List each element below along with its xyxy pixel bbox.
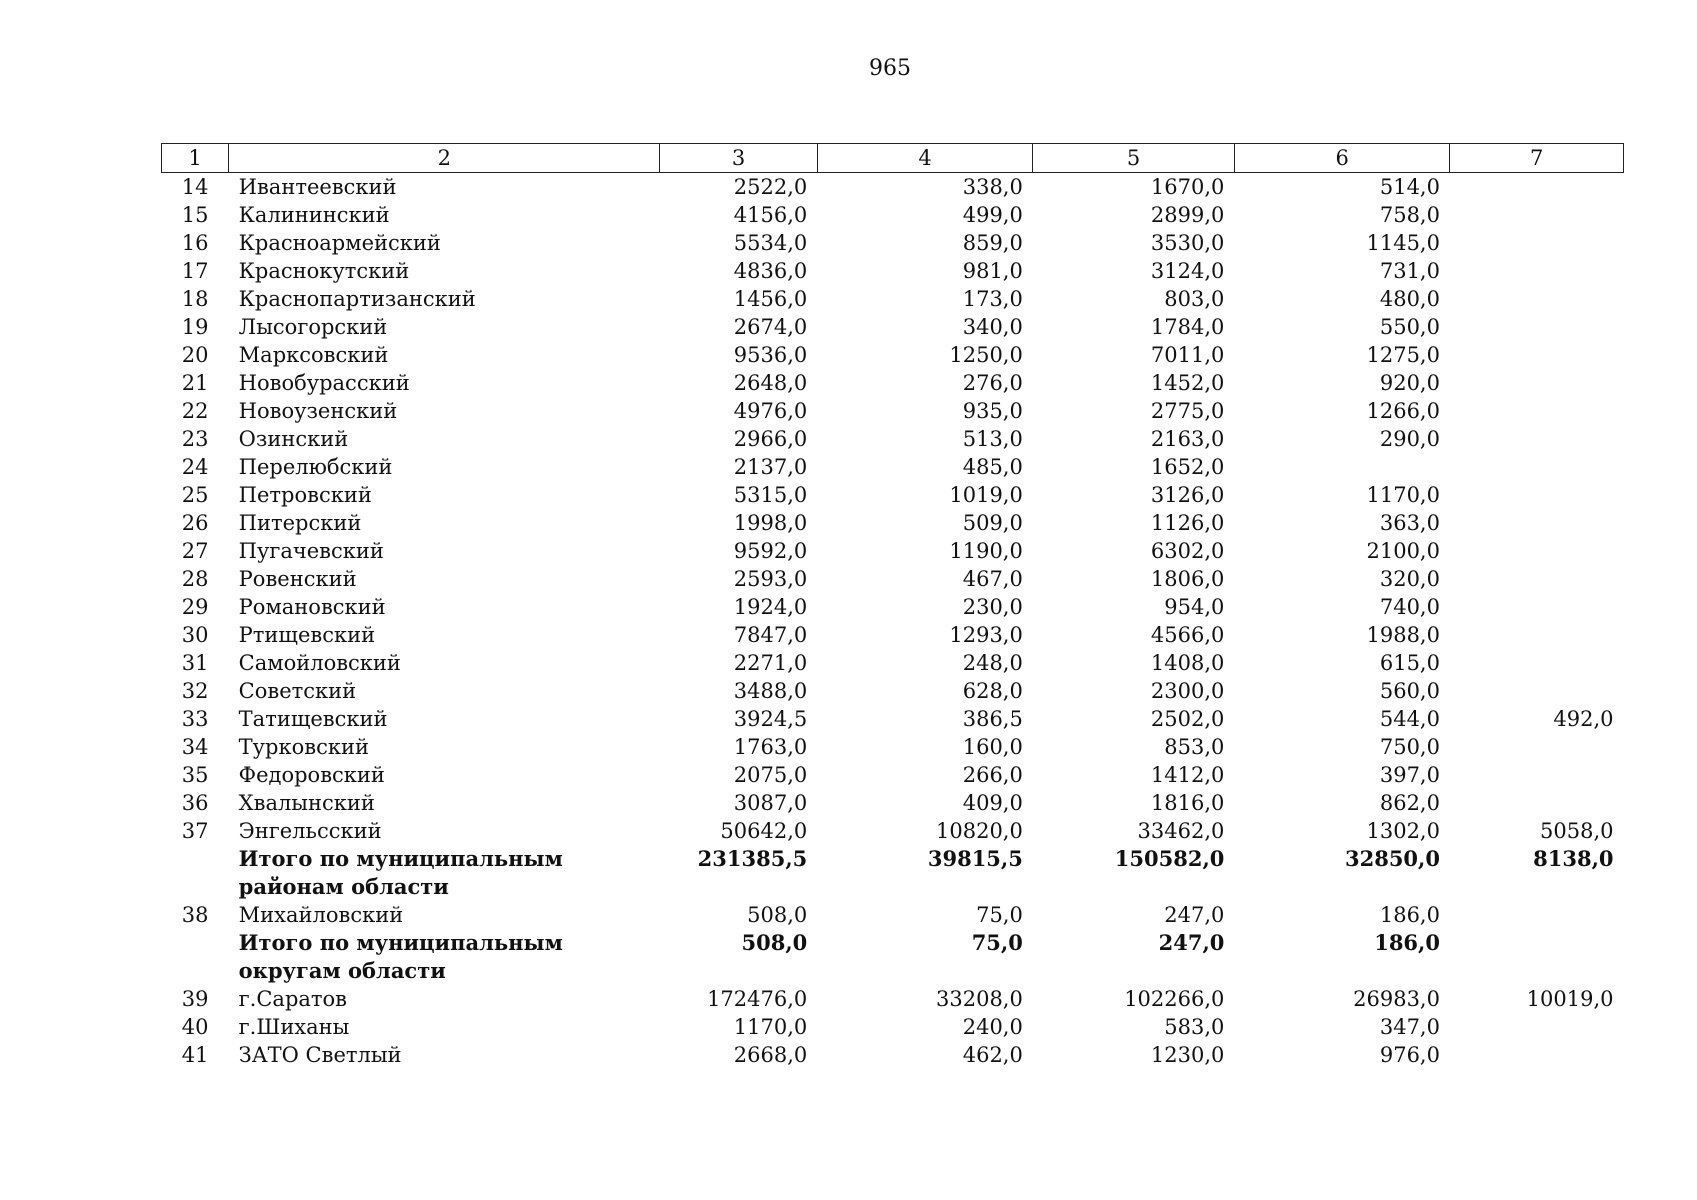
value-col-7 (1450, 761, 1624, 789)
value-col-3: 3488,0 (733, 679, 808, 703)
row-number: 25 (181, 483, 209, 507)
table-row (162, 789, 1624, 817)
district-name: Татищевский (238, 707, 388, 731)
row-number: 22 (181, 399, 209, 423)
table-row (162, 257, 1624, 285)
value-col-4: 1250,0 (949, 343, 1023, 367)
value-col-6: 1988,0 (1366, 623, 1440, 647)
value-col-4: 340,0 (962, 315, 1023, 339)
value-col-6: 731,0 (1379, 259, 1440, 283)
header-col-2: 2 (229, 144, 660, 173)
value-col-5: 247,0 (1164, 903, 1225, 927)
district-name: Новоузенский (238, 399, 398, 423)
value-col-7 (1450, 1041, 1624, 1069)
value-col-7 (1450, 677, 1624, 705)
district-name: Советский (238, 679, 357, 703)
value-col-5: 2502,0 (1150, 707, 1225, 731)
value-col-6 (1234, 453, 1450, 481)
value-col-4: 485,0 (962, 455, 1023, 479)
value-col-5: 1126,0 (1150, 511, 1225, 535)
value-col-6: 544,0 (1379, 707, 1440, 731)
value-col-5: 1230,0 (1150, 1043, 1225, 1067)
district-name: Итого по муниципальным округам области (238, 930, 563, 983)
value-col-4: 467,0 (962, 567, 1023, 591)
value-col-7: 492,0 (1553, 707, 1614, 731)
value-col-5: 954,0 (1164, 595, 1225, 619)
row-number: 32 (181, 679, 209, 703)
value-col-3: 1924,0 (733, 595, 808, 619)
value-col-5: 247,0 (1158, 930, 1225, 955)
value-col-3: 231385,5 (697, 846, 808, 871)
district-name: Хвалынский (238, 791, 375, 815)
value-col-7 (1450, 901, 1624, 929)
value-col-6: 1170,0 (1366, 483, 1440, 507)
value-col-3: 7847,0 (733, 623, 808, 647)
value-col-4: 628,0 (962, 679, 1023, 703)
row-number: 24 (181, 455, 209, 479)
value-col-3: 4156,0 (733, 203, 808, 227)
value-col-6: 397,0 (1379, 763, 1440, 787)
table-row (162, 369, 1624, 397)
value-col-7 (1450, 201, 1624, 229)
value-col-5: 2300,0 (1150, 679, 1225, 703)
value-col-6: 920,0 (1379, 371, 1440, 395)
table-row (162, 397, 1624, 425)
district-name: Новобурасский (238, 371, 410, 395)
value-col-5: 2775,0 (1150, 399, 1225, 423)
value-col-6: 1266,0 (1366, 399, 1440, 423)
district-name: Пугачевский (238, 539, 384, 563)
value-col-4: 509,0 (962, 511, 1023, 535)
value-col-3: 9592,0 (733, 539, 808, 563)
district-name: Перелюбский (238, 455, 393, 479)
row-number: 34 (181, 735, 209, 759)
value-col-6: 290,0 (1379, 427, 1440, 451)
district-name: Ровенский (238, 567, 357, 591)
value-col-3: 2593,0 (733, 567, 808, 591)
value-col-4: 1019,0 (949, 483, 1023, 507)
value-col-5: 2899,0 (1150, 203, 1225, 227)
value-col-7 (1450, 537, 1624, 565)
row-number: 18 (181, 287, 209, 311)
value-col-6: 740,0 (1379, 595, 1440, 619)
table-row (162, 705, 1624, 733)
table-row (162, 649, 1624, 677)
header-col-5: 5 (1033, 144, 1235, 173)
value-col-7: 10019,0 (1526, 987, 1614, 1011)
value-col-5: 1452,0 (1150, 371, 1225, 395)
district-name: Питерский (238, 511, 362, 535)
table-row (162, 425, 1624, 453)
value-col-5: 803,0 (1164, 287, 1225, 311)
value-col-5: 3126,0 (1150, 483, 1225, 507)
row-number: 27 (181, 539, 209, 563)
value-col-4: 935,0 (962, 399, 1023, 423)
value-col-7 (1450, 397, 1624, 425)
value-col-3: 1763,0 (733, 735, 808, 759)
row-number: 41 (181, 1043, 209, 1067)
row-number (162, 929, 229, 985)
row-number: 38 (181, 903, 209, 927)
budget-table (161, 143, 1624, 1069)
value-col-4: 981,0 (962, 259, 1023, 283)
value-col-5: 1806,0 (1150, 567, 1225, 591)
value-col-6: 750,0 (1379, 735, 1440, 759)
district-name: Петровский (238, 483, 372, 507)
value-col-5: 7011,0 (1150, 343, 1225, 367)
value-col-7 (1450, 341, 1624, 369)
value-col-7 (1450, 481, 1624, 509)
row-number: 28 (181, 567, 209, 591)
district-name: Энгельсский (238, 819, 382, 843)
value-col-3: 2966,0 (733, 427, 808, 451)
table-row (162, 229, 1624, 257)
row-number: 19 (181, 315, 209, 339)
value-col-5: 1670,0 (1150, 175, 1225, 199)
total-row (162, 845, 1624, 901)
district-name: Краснокутский (238, 259, 410, 283)
header-col-7: 7 (1450, 144, 1624, 173)
value-col-7 (1450, 229, 1624, 257)
table-row (162, 285, 1624, 313)
row-number: 37 (181, 819, 209, 843)
value-col-4: 240,0 (962, 1015, 1023, 1039)
value-col-6: 1275,0 (1366, 343, 1440, 367)
value-col-6: 1302,0 (1366, 819, 1440, 843)
district-name: Лысогорский (238, 315, 388, 339)
value-col-3: 1170,0 (733, 1015, 808, 1039)
value-col-7 (1450, 453, 1624, 481)
value-col-3: 2522,0 (733, 175, 808, 199)
district-name: Ртищевский (238, 623, 376, 647)
value-col-6: 560,0 (1379, 679, 1440, 703)
value-col-7 (1450, 425, 1624, 453)
value-col-4: 39815,5 (927, 846, 1023, 871)
value-col-4: 386,5 (962, 707, 1023, 731)
value-col-5: 1816,0 (1150, 791, 1225, 815)
header-col-4: 4 (817, 144, 1033, 173)
value-col-4: 10820,0 (936, 819, 1023, 843)
value-col-7 (1450, 789, 1624, 817)
row-number: 14 (181, 175, 209, 199)
district-name: Озинский (238, 427, 349, 451)
value-col-7 (1450, 257, 1624, 285)
value-col-3: 5315,0 (733, 483, 808, 507)
value-col-3: 2674,0 (733, 315, 808, 339)
value-col-5: 1408,0 (1150, 651, 1225, 675)
value-col-7 (1450, 173, 1624, 202)
table-row (162, 481, 1624, 509)
value-col-6: 1145,0 (1366, 231, 1440, 255)
value-col-6: 550,0 (1379, 315, 1440, 339)
header-col-3: 3 (660, 144, 817, 173)
value-col-4: 160,0 (962, 735, 1023, 759)
district-name: Романовский (238, 595, 386, 619)
row-number: 35 (181, 763, 209, 787)
table-row (162, 341, 1624, 369)
value-col-4: 266,0 (962, 763, 1023, 787)
value-col-4: 173,0 (962, 287, 1023, 311)
district-name: Ивантеевский (238, 175, 397, 199)
value-col-3: 4836,0 (733, 259, 808, 283)
table-row (162, 901, 1624, 929)
value-col-6: 862,0 (1379, 791, 1440, 815)
value-col-3: 2137,0 (733, 455, 808, 479)
row-number: 30 (181, 623, 209, 647)
value-col-3: 1456,0 (733, 287, 808, 311)
value-col-3: 2648,0 (733, 371, 808, 395)
table-row (162, 509, 1624, 537)
value-col-4: 513,0 (962, 427, 1023, 451)
district-name: ЗАТО Светлый (238, 1043, 402, 1067)
value-col-4: 75,0 (976, 903, 1023, 927)
budget-table-container (161, 143, 1624, 1069)
header-col-6: 6 (1234, 144, 1450, 173)
value-col-7 (1450, 593, 1624, 621)
table-row (162, 201, 1624, 229)
value-col-6: 2100,0 (1366, 539, 1440, 563)
value-col-3: 2271,0 (733, 651, 808, 675)
value-col-6: 186,0 (1379, 903, 1440, 927)
table-row (162, 817, 1624, 845)
value-col-3: 508,0 (741, 930, 808, 955)
value-col-6: 480,0 (1379, 287, 1440, 311)
row-number: 33 (181, 707, 209, 731)
value-col-3: 3924,5 (733, 707, 808, 731)
value-col-6: 976,0 (1379, 1043, 1440, 1067)
value-col-4: 1293,0 (949, 623, 1023, 647)
value-col-7: 5058,0 (1540, 819, 1614, 843)
value-col-7 (1450, 649, 1624, 677)
value-col-6: 32850,0 (1344, 846, 1440, 871)
value-col-5: 150582,0 (1114, 846, 1225, 871)
value-col-4: 230,0 (962, 595, 1023, 619)
row-number: 20 (181, 343, 209, 367)
table-row (162, 565, 1624, 593)
district-name: Калининский (238, 203, 390, 227)
value-col-3: 508,0 (747, 903, 808, 927)
value-col-3: 9536,0 (733, 343, 808, 367)
page-number: 965 (869, 56, 911, 81)
value-col-5: 4566,0 (1150, 623, 1225, 647)
table-body (162, 173, 1624, 1070)
total-row (162, 929, 1624, 985)
value-col-3: 2075,0 (733, 763, 808, 787)
row-number: 39 (181, 987, 209, 1011)
value-col-5: 3530,0 (1150, 231, 1225, 255)
value-col-7 (1450, 1013, 1624, 1041)
value-col-5: 1652,0 (1150, 455, 1225, 479)
row-number: 16 (181, 231, 209, 255)
value-col-5: 3124,0 (1150, 259, 1225, 283)
value-col-6: 615,0 (1379, 651, 1440, 675)
district-name: Федоровский (238, 763, 385, 787)
value-col-3: 5534,0 (733, 231, 808, 255)
value-col-5: 1412,0 (1150, 763, 1225, 787)
value-col-3: 2668,0 (733, 1043, 808, 1067)
value-col-4: 859,0 (962, 231, 1023, 255)
value-col-4: 75,0 (971, 930, 1023, 955)
table-row (162, 313, 1624, 341)
value-col-7 (1450, 929, 1624, 985)
value-col-7 (1450, 565, 1624, 593)
value-col-6: 186,0 (1374, 930, 1440, 955)
value-col-3: 3087,0 (733, 791, 808, 815)
district-name: г.Саратов (238, 987, 347, 1011)
value-col-4: 248,0 (962, 651, 1023, 675)
table-row (162, 1013, 1624, 1041)
value-col-7 (1450, 285, 1624, 313)
table-row (162, 761, 1624, 789)
table-row (162, 173, 1624, 202)
header-col-1: 1 (162, 144, 229, 173)
value-col-4: 409,0 (962, 791, 1023, 815)
table-row (162, 733, 1624, 761)
table-row (162, 453, 1624, 481)
value-col-5: 1784,0 (1150, 315, 1225, 339)
district-name: Марксовский (238, 343, 389, 367)
district-name: г.Шиханы (238, 1015, 350, 1039)
value-col-3: 4976,0 (733, 399, 808, 423)
row-number: 15 (181, 203, 209, 227)
value-col-4: 462,0 (962, 1043, 1023, 1067)
table-row (162, 621, 1624, 649)
value-col-3: 1998,0 (733, 511, 808, 535)
header-row (162, 144, 1624, 173)
district-name: Самойловский (238, 651, 401, 675)
value-col-7 (1450, 621, 1624, 649)
value-col-6: 347,0 (1379, 1015, 1440, 1039)
table-row (162, 985, 1624, 1013)
value-col-5: 33462,0 (1137, 819, 1225, 843)
row-number: 17 (181, 259, 209, 283)
value-col-5: 853,0 (1164, 735, 1225, 759)
table-row (162, 593, 1624, 621)
district-name: Красноармейский (238, 231, 441, 255)
value-col-4: 33208,0 (936, 987, 1023, 1011)
table-row (162, 537, 1624, 565)
value-col-3: 50642,0 (720, 819, 808, 843)
value-col-6: 758,0 (1379, 203, 1440, 227)
value-col-3: 172476,0 (707, 987, 808, 1011)
district-name: Краснопартизанский (238, 287, 476, 311)
value-col-7 (1450, 509, 1624, 537)
row-number: 31 (181, 651, 209, 675)
district-name: Турковский (238, 735, 369, 759)
value-col-4: 499,0 (962, 203, 1023, 227)
value-col-4: 1190,0 (949, 539, 1023, 563)
value-col-6: 363,0 (1379, 511, 1440, 535)
value-col-5: 583,0 (1164, 1015, 1225, 1039)
table-header (162, 144, 1624, 173)
value-col-6: 320,0 (1379, 567, 1440, 591)
value-col-6: 26983,0 (1353, 987, 1440, 1011)
value-col-4: 338,0 (962, 175, 1023, 199)
value-col-5: 102266,0 (1124, 987, 1225, 1011)
row-number: 21 (181, 371, 209, 395)
value-col-7 (1450, 369, 1624, 397)
row-number (162, 845, 229, 901)
value-col-4: 276,0 (962, 371, 1023, 395)
value-col-5: 2163,0 (1150, 427, 1225, 451)
value-col-7: 8138,0 (1533, 846, 1614, 871)
row-number: 23 (181, 427, 209, 451)
value-col-7 (1450, 733, 1624, 761)
row-number: 36 (181, 791, 209, 815)
table-row (162, 1041, 1624, 1069)
row-number: 40 (181, 1015, 209, 1039)
table-row (162, 677, 1624, 705)
row-number: 26 (181, 511, 209, 535)
value-col-7 (1450, 313, 1624, 341)
value-col-6: 514,0 (1379, 175, 1440, 199)
value-col-5: 6302,0 (1150, 539, 1225, 563)
district-name: Михайловский (238, 903, 404, 927)
district-name: Итого по муниципальным районам области (238, 846, 563, 899)
row-number: 29 (181, 595, 209, 619)
